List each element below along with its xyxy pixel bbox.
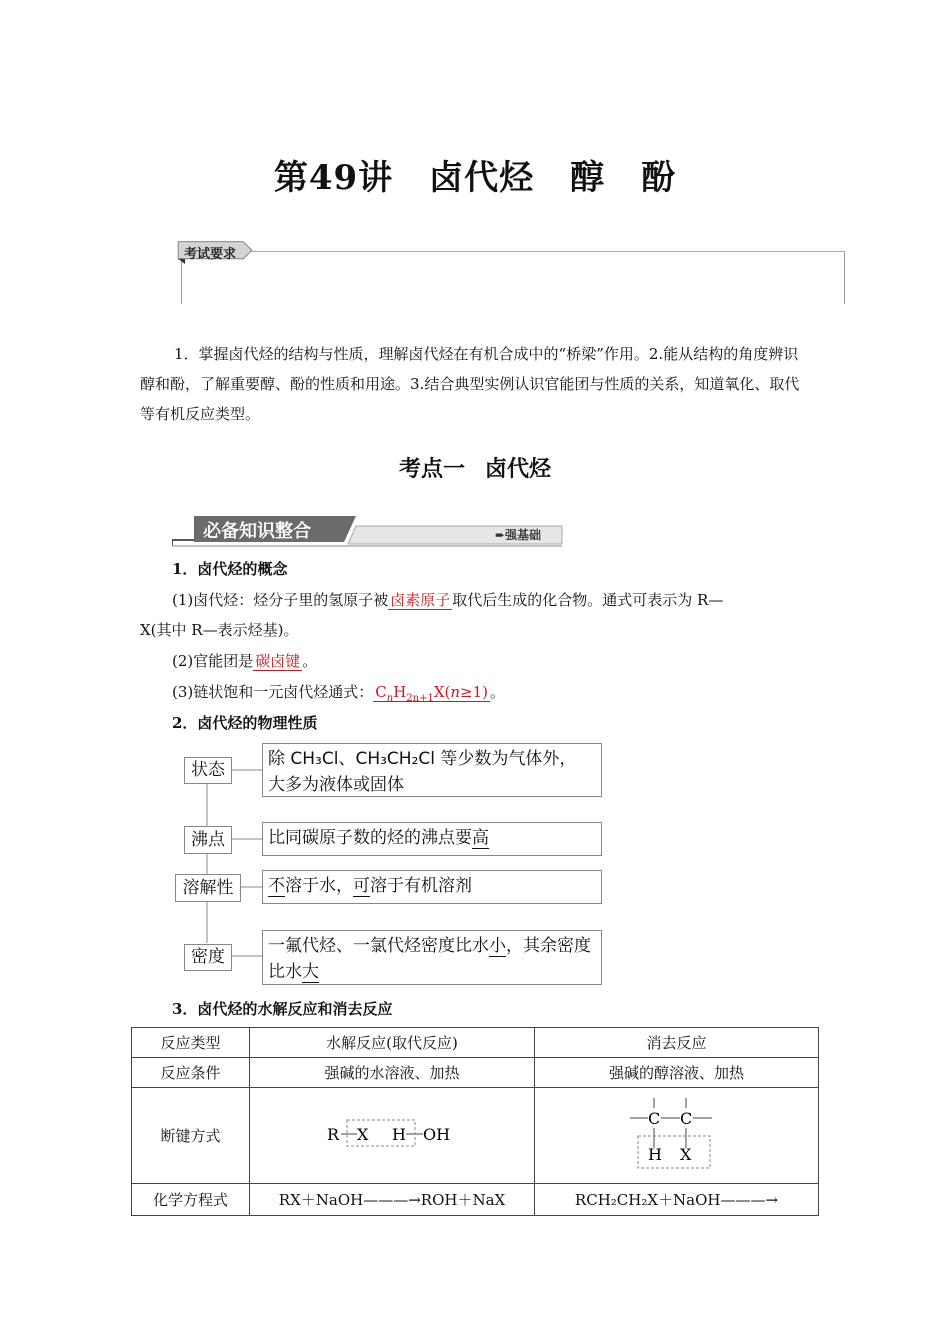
section3-heading: 3．卤代烃的水解反应和消去反应 — [172, 1000, 393, 1018]
requirements-frame — [181, 251, 845, 304]
svg-text:H: H — [392, 1124, 406, 1144]
th-reaction-type: 反应类型 — [132, 1028, 250, 1058]
requirements-tab-label: 考试要求 — [184, 247, 237, 262]
title-topic-2: 醇 — [570, 158, 606, 198]
row-equation-label: 化学方程式 — [132, 1184, 250, 1216]
th-hydrolysis: 水解反应(取代反应) — [250, 1028, 535, 1058]
prop-desc-boiling: 比同碳原子数的烃的沸点要高 — [262, 822, 602, 856]
section1-heading: 1．卤代烃的概念 — [172, 560, 288, 578]
section1-item1-line2: X(其中 R—表示烃基)。 — [140, 621, 299, 639]
bond-elimination-cell — [535, 1088, 819, 1184]
title-topic-1: 卤代烃 — [429, 158, 535, 198]
bond-elimination-diagram — [622, 1094, 732, 1174]
blank-general-formula: $C_nH_{2n+1}X(n\ge 1)$ — [375, 683, 488, 704]
bond-hydrolysis-diagram — [317, 1114, 467, 1154]
prop-label-state: 状态 — [184, 757, 232, 784]
svg-text:X: X — [357, 1124, 369, 1144]
prop-label-solubility: 溶解性 — [175, 874, 241, 902]
equation-elimination: RCH₂CH₂X＋NaOH———→ — [535, 1184, 819, 1216]
row-bond-label: 断键方式 — [132, 1088, 250, 1184]
svg-text:X: X — [679, 1144, 691, 1164]
section1-item3: (3)链状饱和一元卤代烃通式： $C_nH_{2n+1}X(n\ge 1)$ 。 — [172, 683, 506, 704]
banner-title: 必备知识整合 — [203, 521, 311, 542]
prop-desc-density: 一氟代烃、一氯代烃密度比水小，其余密度 比水大 — [262, 930, 602, 985]
title-topic-3: 酚 — [641, 158, 677, 198]
equation-hydrolysis: RX＋NaOH———→ROH＋NaX — [250, 1184, 535, 1216]
prop-desc-state: 除 CH₃Cl、CH₃CH₂Cl 等少数为气体外， 大多为液体或固体 — [262, 743, 602, 797]
prop-desc-solubility: 不溶于水，可溶于有机溶剂 — [262, 870, 602, 904]
title-lecture: 第49讲 — [273, 158, 394, 198]
svg-text:C: C — [647, 1108, 660, 1128]
svg-text:H: H — [647, 1144, 662, 1164]
requirements-text: 1．掌握卤代烃的结构与性质，理解卤代烃在有机合成中的“桥梁”作用。2.能从结构的角度辨识醇和酚，了解重要醇、酚的性质和用途。3.结合典型实例认识官能团与性质的关系，知道氧化、取代等有机反应类型。 — [140, 345, 800, 423]
blank-halogen-atom: 卤素原子 — [390, 591, 451, 609]
condition-elimination: 强碱的醇溶液、加热 — [535, 1058, 819, 1088]
prop-label-boiling: 沸点 — [184, 826, 232, 854]
condition-hydrolysis: 强碱的水溶液、加热 — [250, 1058, 535, 1088]
svg-text:C: C — [679, 1108, 692, 1128]
svg-text:OH: OH — [423, 1124, 451, 1144]
kaodian-heading — [0, 452, 950, 483]
section1-item1: (1)卤代烃：烃分子里的氢原子被 卤素原子 取代后生成的化合物。通式可表示为 R— — [172, 591, 724, 609]
row-condition-label: 反应条件 — [132, 1058, 250, 1088]
blank-functional-group: 碳卤键 — [255, 652, 301, 670]
kaodian-number: 考点一 — [398, 456, 465, 482]
section2-heading: 2．卤代烃的物理性质 — [172, 714, 318, 732]
prop-label-density: 密度 — [184, 944, 232, 971]
svg-text:R: R — [327, 1124, 340, 1144]
kaodian-topic: 卤代烃 — [485, 456, 552, 482]
page-title — [0, 150, 950, 199]
banner-tag: ➨强基础 — [495, 528, 542, 542]
bond-hydrolysis-cell — [250, 1088, 535, 1184]
reaction-table — [131, 1027, 819, 1216]
section1-item2: (2)官能团是 碳卤键 。 — [172, 652, 318, 670]
th-elimination: 消去反应 — [535, 1028, 819, 1058]
